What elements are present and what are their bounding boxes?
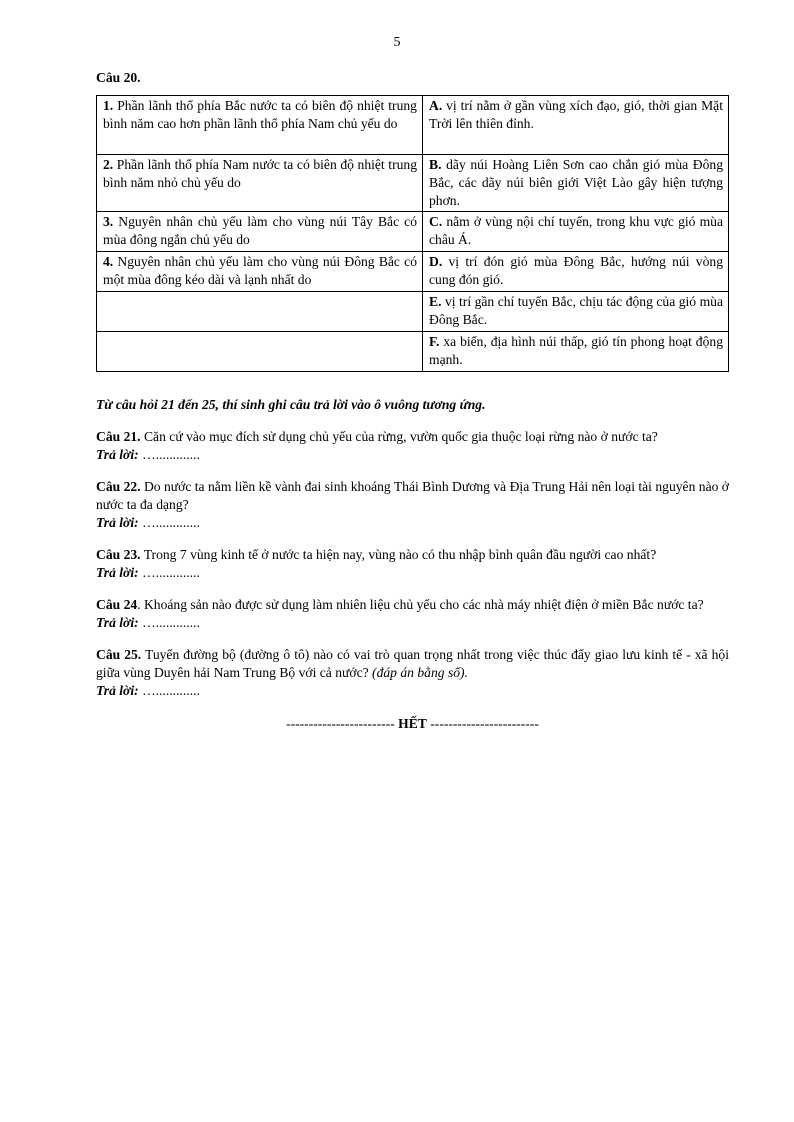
option-text: vị trí nằm ở gần vùng xích đạo, gió, thời gian Mặt Trời lên thiên đỉnh. xyxy=(429,98,723,131)
question-label: Câu 25. xyxy=(96,647,142,662)
end-word: HẾT xyxy=(398,716,427,731)
item-text: Phần lãnh thổ phía Nam nước ta có biên độ nhiệt trung bình năm nhỏ chủ yếu do xyxy=(103,157,417,190)
option-text: nằm ở vùng nội chí tuyến, trong khu vực gió mùa châu Á. xyxy=(429,214,723,247)
option-text: vị trí gần chí tuyến Bắc, chịu tác động của gió mùa Đông Bắc. xyxy=(429,294,723,327)
table-cell-left-empty xyxy=(97,332,423,372)
option-letter: E. xyxy=(429,294,442,309)
table-row xyxy=(97,96,729,155)
item-number: 1. xyxy=(103,98,114,113)
option-letter: F. xyxy=(429,334,440,349)
option-text: vị trí đón gió mùa Đông Bắc, hướng núi vòng cung đón gió. xyxy=(429,254,723,287)
exam-content xyxy=(96,69,729,733)
table-cell-left xyxy=(97,96,423,155)
table-row xyxy=(97,292,729,332)
table-cell-right xyxy=(423,212,729,252)
answer-line xyxy=(96,564,729,582)
option-letter: A. xyxy=(429,98,443,113)
question-20-label: Câu 20. xyxy=(96,70,141,85)
question-body: Trong 7 vùng kinh tế ở nước ta hiện nay, vùng nào có thu nhập bình quân đầu người cao nhất? xyxy=(143,547,657,562)
option-text: dãy núi Hoàng Liên Sơn cao chắn gió mùa Đông Bắc, các dãy núi biên giới Việt Lào gây hiện tượng phơn. xyxy=(429,157,723,208)
table-cell-left xyxy=(97,252,423,292)
instructions: Từ câu hỏi 21 đến 25, thí sinh ghi câu trả lời vào ô vuông tương ứng. xyxy=(96,397,486,412)
question-text xyxy=(96,646,729,682)
answer-blank: …............. xyxy=(142,683,200,698)
question-note: (đáp án bằng số). xyxy=(372,665,468,680)
table-cell-left-empty xyxy=(97,292,423,332)
answer-label: Trả lời: xyxy=(96,615,139,630)
table-row xyxy=(97,332,729,372)
table-cell-right xyxy=(423,292,729,332)
table-cell-right xyxy=(423,96,729,155)
question-label: Câu 23. xyxy=(96,547,141,562)
answer-label: Trả lời: xyxy=(96,683,139,698)
item-number: 2. xyxy=(103,157,114,172)
question-body: . Khoáng sản nào được sử dụng làm nhiên liệu chủ yếu cho các nhà máy nhiệt điện ở miền Bắc nước ta? xyxy=(137,597,704,612)
answer-label: Trả lời: xyxy=(96,515,139,530)
answer-blank: …............. xyxy=(142,447,200,462)
question-body: Căn cứ vào mục đích sử dụng chủ yếu của rừng, vườn quốc gia thuộc loại rừng nào ở nước ta? xyxy=(143,429,658,444)
question-text xyxy=(96,546,729,564)
table-row xyxy=(97,155,729,212)
table-row xyxy=(97,252,729,292)
answer-label: Trả lời: xyxy=(96,565,139,580)
end-dashes-left: ------------------------ xyxy=(286,716,395,731)
question-23 xyxy=(96,546,729,582)
question-label: Câu 22. xyxy=(96,479,141,494)
answer-label: Trả lời: xyxy=(96,447,139,462)
question-21 xyxy=(96,428,729,464)
question-text xyxy=(96,478,729,514)
option-letter: C. xyxy=(429,214,443,229)
table-cell-right xyxy=(423,155,729,212)
table-cell-right xyxy=(423,332,729,372)
question-body: Tuyến đường bộ (đường ô tô) nào có vai trò quan trọng nhất trong việc thúc đẩy giao lưu kinh tế - xã hội giữa vùng Duyên hải Nam Trung Bộ với cả nước? xyxy=(96,647,729,680)
question-22 xyxy=(96,478,729,532)
item-text: Nguyên nhân chủ yếu làm cho vùng núi Đông Bắc có một mùa đông kéo dài và lạnh nhất do xyxy=(103,254,417,287)
table-row xyxy=(97,212,729,252)
item-text: Phần lãnh thổ phía Bắc nước ta có biên độ nhiệt trung bình năm cao hơn phần lãnh thổ phía Nam chủ yếu do xyxy=(103,98,417,131)
answer-line xyxy=(96,682,729,700)
question-label: Câu 24 xyxy=(96,597,138,612)
end-dashes-right: ------------------------ xyxy=(430,716,539,731)
question-25 xyxy=(96,646,729,700)
table-cell-left xyxy=(97,155,423,212)
question-text xyxy=(96,596,729,614)
page-number: 5 xyxy=(393,35,401,50)
item-number: 4. xyxy=(103,254,114,269)
item-text: Nguyên nhân chủ yếu làm cho vùng núi Tây Bắc có mùa đông ngắn chủ yếu do xyxy=(103,214,417,247)
option-letter: D. xyxy=(429,254,443,269)
option-text: xa biển, địa hình núi thấp, gió tín phong hoạt động mạnh. xyxy=(429,334,723,367)
item-number: 3. xyxy=(103,214,114,229)
question-body: Do nước ta nằm liền kề vành đai sinh khoáng Thái Bình Dương và Địa Trung Hải nên loại tài nguyên nào ở nước ta đa dạng? xyxy=(96,479,729,512)
question-text xyxy=(96,428,729,446)
end-marker xyxy=(96,715,729,733)
matching-table xyxy=(96,95,729,372)
answer-blank: …............. xyxy=(142,615,200,630)
answer-line xyxy=(96,446,729,464)
option-letter: B. xyxy=(429,157,442,172)
answer-blank: …............. xyxy=(142,515,200,530)
table-cell-left xyxy=(97,212,423,252)
table-cell-right xyxy=(423,252,729,292)
question-label: Câu 21. xyxy=(96,429,141,444)
answer-line xyxy=(96,514,729,532)
answer-blank: …............. xyxy=(142,565,200,580)
answer-line xyxy=(96,614,729,632)
question-24 xyxy=(96,596,729,632)
